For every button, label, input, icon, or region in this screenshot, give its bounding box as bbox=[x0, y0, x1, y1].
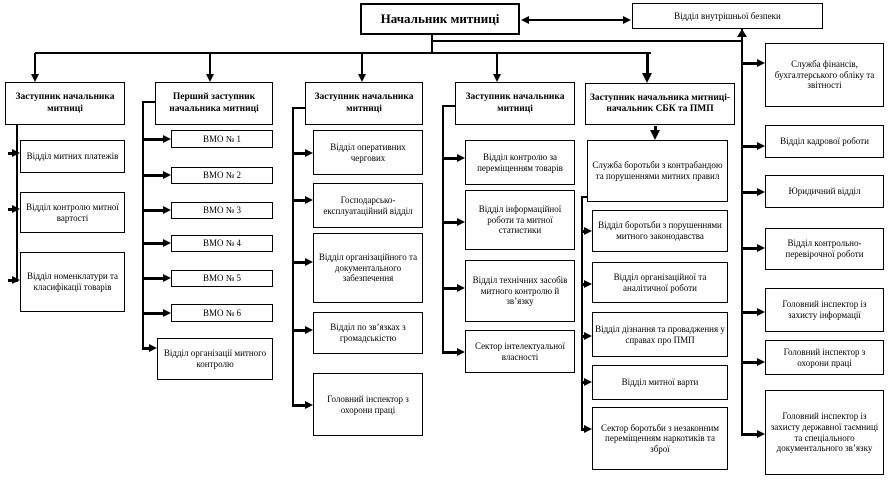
connector-line bbox=[143, 101, 155, 103]
arrow-right bbox=[163, 171, 171, 179]
connector-line bbox=[292, 199, 306, 202]
arrow-right bbox=[584, 280, 592, 288]
arrow-right bbox=[163, 135, 171, 143]
connector-line bbox=[646, 53, 649, 74]
connector-line bbox=[741, 191, 758, 194]
connector-line bbox=[741, 145, 758, 148]
col5-child-box: Служба боротьби з контрабандою та порушеннями митних правил bbox=[587, 140, 728, 202]
arrow-right bbox=[457, 218, 465, 226]
connector-line bbox=[142, 242, 164, 245]
connector-line bbox=[528, 19, 625, 21]
connector-line bbox=[292, 152, 306, 155]
connector-line bbox=[142, 277, 164, 280]
col2-child-box: Відділ організації митного контролю bbox=[157, 338, 273, 380]
arrow-right bbox=[457, 284, 465, 292]
col3-child-box: Головний інспектор з охорони праці bbox=[313, 373, 423, 436]
arrow-up bbox=[737, 29, 747, 37]
root-box: Начальник митниці bbox=[360, 3, 520, 35]
arrow-right bbox=[757, 308, 765, 316]
col3-child-box: Відділ організаційного та документального забезпечення bbox=[313, 233, 423, 303]
arrow-right bbox=[305, 326, 313, 334]
col2-header-box: Перший заступник начальника митниці bbox=[155, 82, 273, 125]
connector-line bbox=[209, 53, 211, 75]
arrow-down bbox=[358, 74, 366, 82]
connector-line bbox=[142, 209, 164, 212]
col3-child-box: Відділ по зв’язках з громадськістю bbox=[313, 312, 423, 354]
arrow-right bbox=[623, 16, 631, 24]
col3-child-box: Господарсько-експлуатаційний відділ bbox=[313, 183, 423, 228]
col1-child-box: Відділ митних платежів bbox=[20, 140, 125, 173]
arrow-right bbox=[12, 205, 20, 213]
connector-line bbox=[741, 433, 758, 436]
connector-line bbox=[741, 29, 743, 435]
arrow-right bbox=[305, 258, 313, 266]
col2-child-box: ВМО № 4 bbox=[171, 235, 273, 252]
connector-line bbox=[442, 221, 458, 224]
arrow-right bbox=[757, 59, 765, 67]
arrow-right bbox=[584, 227, 592, 235]
connector-line bbox=[431, 40, 742, 42]
connector-line bbox=[442, 351, 458, 354]
arrow-right bbox=[305, 196, 313, 204]
col3-header-box: Заступник начальника митниці bbox=[305, 82, 423, 125]
connector-line bbox=[361, 53, 363, 75]
arrow-right bbox=[584, 378, 592, 386]
connector-line bbox=[443, 105, 455, 107]
connector-line bbox=[35, 52, 651, 54]
arrow-right bbox=[757, 244, 765, 252]
col2-child-box: ВМО № 2 bbox=[171, 167, 273, 184]
arrow-down bbox=[206, 74, 214, 82]
connector-line bbox=[741, 247, 758, 250]
connector-line bbox=[431, 35, 433, 53]
connector-line bbox=[442, 287, 458, 290]
col5-header-box: Заступник начальника митниці-начальник СБК та ПМП bbox=[585, 83, 735, 125]
right-child-box: Юридичний відділ bbox=[765, 175, 884, 208]
col5-child-box: Відділ дізнання та провадження у справах про ПМП bbox=[592, 312, 728, 357]
col4-child-box: Відділ технічних засобів митного контролю й зв’язку bbox=[465, 260, 575, 322]
col1-child-box: Відділ номенклатури та класифікації товарів bbox=[20, 252, 125, 312]
arrow-left bbox=[521, 16, 529, 24]
arrow-down bbox=[31, 74, 39, 82]
arrow-down bbox=[650, 130, 660, 140]
col5-child-box: Відділ митної варти bbox=[592, 365, 728, 400]
arrow-right bbox=[457, 348, 465, 356]
connector-line bbox=[442, 105, 444, 352]
arrow-right bbox=[305, 401, 313, 409]
connector-line bbox=[496, 53, 498, 75]
connector-line bbox=[293, 107, 305, 109]
arrow-right bbox=[584, 332, 592, 340]
arrow-right bbox=[163, 239, 171, 247]
connector-line bbox=[292, 329, 306, 332]
col2-child-box: ВМО № 1 bbox=[171, 130, 273, 148]
right-child-box: Відділ кадрової роботи bbox=[765, 125, 884, 158]
arrow-right bbox=[12, 276, 20, 284]
col5-child-box: Сектор боротьби з незаконним переміщенням наркотиків та зброї bbox=[592, 407, 728, 470]
right-child-box: Головний інспектор з охорони праці bbox=[765, 340, 884, 375]
right-child-box: Відділ контрольно-перевірочної роботи bbox=[765, 228, 884, 270]
col1-child-box: Відділ контролю митної вартості bbox=[20, 192, 125, 233]
arrow-right bbox=[757, 142, 765, 150]
arrow-right bbox=[757, 188, 765, 196]
connector-line bbox=[741, 311, 758, 314]
arrow-right bbox=[305, 149, 313, 157]
connector-line bbox=[142, 174, 164, 177]
connector-line bbox=[292, 261, 306, 264]
col5-child-box: Відділ боротьби з порушеннями митного законодавства bbox=[592, 210, 728, 252]
arrow-right bbox=[584, 425, 592, 433]
arrow-right bbox=[163, 206, 171, 214]
arrow-right bbox=[457, 154, 465, 162]
connector-line bbox=[442, 157, 458, 160]
connector-line bbox=[142, 312, 164, 315]
col1-header-box: Заступник начальника митниці bbox=[5, 82, 125, 125]
connector-line bbox=[741, 62, 758, 65]
arrow-right bbox=[757, 358, 765, 366]
col4-child-box: Сектор інтелектуальної власності bbox=[465, 330, 575, 373]
arrow-down bbox=[493, 74, 501, 82]
col4-child-box: Відділ інформаційної роботи та митної статистики bbox=[465, 190, 575, 250]
right-child-box: Служба фінансів, бухгалтерського обліку та звітності bbox=[765, 43, 884, 107]
arrow-right bbox=[12, 149, 20, 157]
connector-line bbox=[741, 361, 758, 364]
connector-line bbox=[292, 404, 306, 407]
arrow-right bbox=[149, 344, 157, 352]
internal-security-box: Відділ внутрішньої безпеки bbox=[632, 3, 823, 29]
arrow-right bbox=[163, 309, 171, 317]
arrow-right bbox=[163, 274, 171, 282]
right-child-box: Головний інспектор із захисту державної таємниці та спеціального документального зв’язку bbox=[765, 390, 884, 475]
connector-line bbox=[142, 138, 164, 141]
col4-header-box: Заступник начальника митниці bbox=[455, 82, 575, 125]
right-child-box: Головний інспектор із захисту інформації bbox=[765, 288, 884, 332]
col2-child-box: ВМО № 6 bbox=[171, 304, 273, 322]
col3-child-box: Відділ оперативних чергових bbox=[313, 130, 423, 175]
col2-child-box: ВМО № 3 bbox=[171, 202, 273, 219]
connector-line bbox=[34, 53, 36, 75]
col5-child-box: Відділ організаційної та аналітичної роботи bbox=[592, 262, 728, 303]
col2-child-box: ВМО № 5 bbox=[171, 270, 273, 287]
arrow-down bbox=[642, 73, 652, 83]
arrow-right bbox=[757, 430, 765, 438]
col4-child-box: Відділ контролю за переміщенням товарів bbox=[465, 140, 575, 185]
